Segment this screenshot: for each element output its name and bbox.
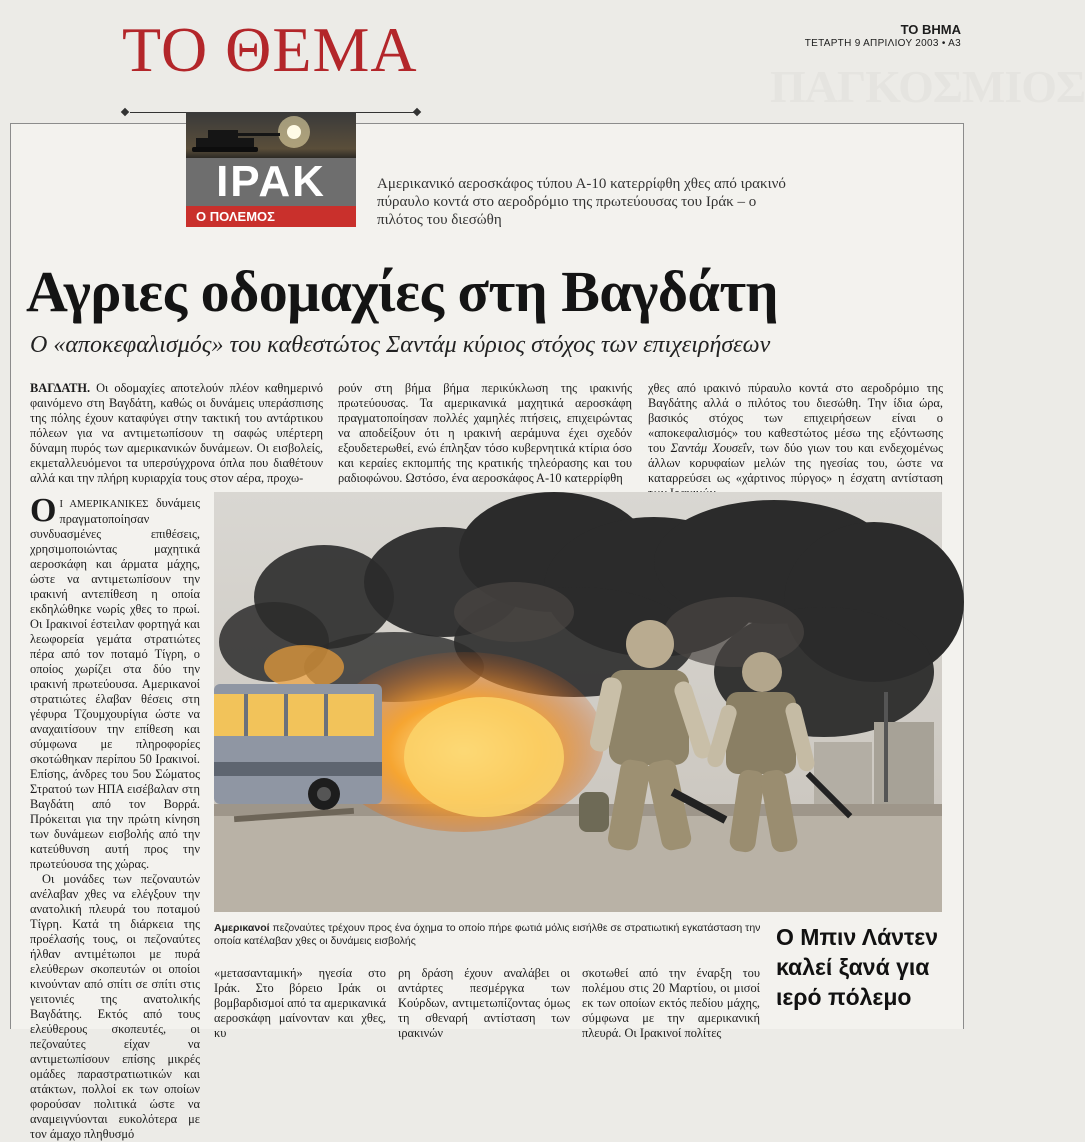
- dateline: ΒΑΓΔΑΤΗ.: [30, 381, 91, 395]
- body-column-1: [30, 492, 200, 1141]
- body-paragraph: Οι μονάδες των πεζοναυτών ανέλαβαν χθες να ελέγξουν την ανατολική πλευρά του ποταμού Τίγρη. Κατά τη διάρκεια της προέλασής τους, οι πεζοναύτες ήλθαν αντιμέτωποι με πυρά ελεύθερων σκοπευτών οι οποίοι κινούνταν από σπίτι σε σπίτι στις γειτονιές της ανατολικής Βαγδάτης. Εκτός από τους ελεύθερους σκοπευτές, οι πεζοναύτες είχαν να αντιμετωπίσουν επίσης μικρές ομάδες παραστρατιωτικών και ατάκτων, πολλοί εκ των οποίων φορούσαν πολιτικά ώστε να αναμειγνύονται ευκολότερα με τον άμαχο πληθυσμό: [30, 872, 200, 1141]
- newspaper-name: ΤΟ ΒΗΜΑ: [900, 22, 961, 37]
- lead-name: Σαντάμ Χουσεΐν: [670, 441, 752, 455]
- lead-text: χθες από ιρακινό πύραυλο κοντά στο αεροδρόμιο της Βαγδάτης αλλά ο πιλότος του διεσώθη. Την ίδια ώρα, βασικός στόχος των επιχειρήσεων είναι ο «αποκεφαλισμός» του καθεστώτος μέσω της εξόντωσης του: [648, 381, 943, 455]
- issue-date: ΤΕΤΑΡΤΗ 9 ΑΠΡΙΛΙΟΥ 2003 • Α3: [804, 38, 961, 49]
- logo-word: ΙΡΑΚ: [186, 158, 356, 206]
- iraq-war-logo: [186, 112, 356, 227]
- lead-column-2: ρούν στη βήμα βήμα περικύκλωση της ιρακινής πρωτεύουσας. Τα αμερικανικά μαχητικά αεροσκάφη πραγματοποίησαν πολλές χαμηλές πτήσεις, επιχειρώντας να αποδείξουν ότι η ιρακινή αεράμυνα έχει σχεδόν εξουδετερωθεί, ενώ έπληξαν τόσο κυβερνητικά κτίρια όσο και κεραίες εκπομπής της κρατικής τηλεόρασης και του ραδιοφώνου. Ωστόσο, ένα αεροσκάφος Α-10 κατερρίφθη: [338, 381, 632, 485]
- news-photo: [214, 492, 942, 912]
- lead-text: Οι οδομαχίες αποτελούν πλέον καθημερινό φαινόμενο στη Βαγδάτη, καθώς οι δυνάμεις υπεράσπισης της πόλης έχουν καταφύγει στην τακτική του αντάρτικου πόλεων για να αντιμετωπίσουν τη σαφώς υπέρτερη δύναμη πυρός των αμερικανικών δυνάμεων. Οι εισβολείς, εκμεταλλευόμενοι τα υπερσύγχρονα όπλα που διαθέτουν αλλά και την πλήρη κυριαρχία τους στον αέρα, προχω-: [30, 381, 323, 485]
- body-column-2: «μετασανταμική» ηγεσία στο Ιράκ. Στο βόρειο Ιράκ οι βομβαρδισμοί από τα αμερικανικά αεροσκάφη μαίνονταν και χθες, κυ: [214, 966, 386, 1040]
- body-text: δυνάμεις πραγματοποίησαν συνδυασμένες επιθέσεις, χρησιμοποιώντας μαχητικά αεροσκάφη και άρματα μάχης, ώστε να αντιμετωπίσουν την ιρακινή αντεπίθεση η οποία εκδηλώθηκε νωρίς χθες το πρωί. Οι Ιρακινοί έστειλαν φορτηγά και λεωφορεία γεμάτα στρατιώτες πέρα από τον ποταμό Τίγρη, ο οποίος χωρίζει στα δύο την ιρακινή πρωτεύουσα. Αμερικανοί στρατιώτες έλαβαν θέσεις στη γέφυρα Τζουμχουρίγια ώστε να αναχαιτίσουν την επίθεση και σύμφωνα με πληροφορίες σκοτώθηκαν περίπου 50 Ιρακινοί. Επίσης, άνδρες του 5ου Σώματος Στρατού των ΗΠΑ εισέβαλαν στη Βαγδάτη από τον Βορρά. Πρόκειται για την πρώτη κίνηση των δυνάμεων εισβολής από την κατεύθυνση αυτή προς την πρωτεύουσα της χώρας.: [30, 496, 200, 871]
- tank-explosion-image: [186, 112, 356, 158]
- lead-column-3: [648, 381, 943, 485]
- lead-text: , των δύο γιων του και ενδεχομένως άλλων κορυφαίων μελών της ηγεσίας του, ώστε να καταρρεύσει ως «χάρτινος πύργος» η έσχατη αντίσταση: [648, 441, 943, 485]
- caption-lead: Αμερικανοί: [214, 922, 270, 934]
- bleed-through-text: ΠΑΓΚΟΣΜΙΟΣ: [770, 61, 1085, 112]
- body-column-3: ρη δράση έχουν αναλάβει οι αντάρτες πεσμέργκα των Κούρδων, αντιμετωπίζοντας όμως τη σθεναρή αντίσταση των ιρακινών: [398, 966, 570, 1040]
- logo-subtitle: Ο ΠΟΛΕΜΟΣ: [186, 206, 356, 227]
- first-words: Ι ΑΜΕΡΙΚΑΝΙΚΕΣ: [59, 499, 149, 510]
- body-column-4: σκοτωθεί από την έναρξη του πολέμου στις 20 Μαρτίου, οι μισοί εκ των οποίων εκτός πεδίου μάχης, σύμφωνα με την αμερικανική πλευρά. Οι Ιρακινοί πολίτες: [582, 966, 760, 1040]
- lead-column-1: [30, 381, 323, 485]
- section-title: ΤΟ ΘΕΜΑ: [122, 14, 418, 85]
- caption-text: πεζοναύτες τρέχουν προς ένα όχημα το οποίο πήρε φωτιά μόλις εισήλθε σε στρατιωτική εγκατάσταση την οποία κατέλαβαν χθες οι δυνάμεις εισβολής: [214, 922, 761, 947]
- related-story-teaser: Ο Μπιν Λάντεν καλεί ξανά για ιερό πόλεμο: [776, 924, 939, 1010]
- photo-caption: [214, 922, 774, 948]
- article-kicker: Αμερικανικό αεροσκάφος τύπου Α-10 κατερρίφθη χθες από ιρακινό πύραυλο κοντά στο αεροδρόμιο της πρωτεύουσας του Ιράκ – ο πιλότος του διεσώθη: [377, 176, 786, 228]
- drop-cap: Ο: [30, 492, 57, 529]
- article-subheadline: Ο «αποκεφαλισμός» του καθεστώτος Σαντάμ κύριος στόχος των επιχειρήσεων: [30, 332, 771, 358]
- burning-bus-photo: [214, 492, 942, 912]
- article-headline: Αγριες οδομαχίες στη Βαγδάτη: [26, 259, 779, 324]
